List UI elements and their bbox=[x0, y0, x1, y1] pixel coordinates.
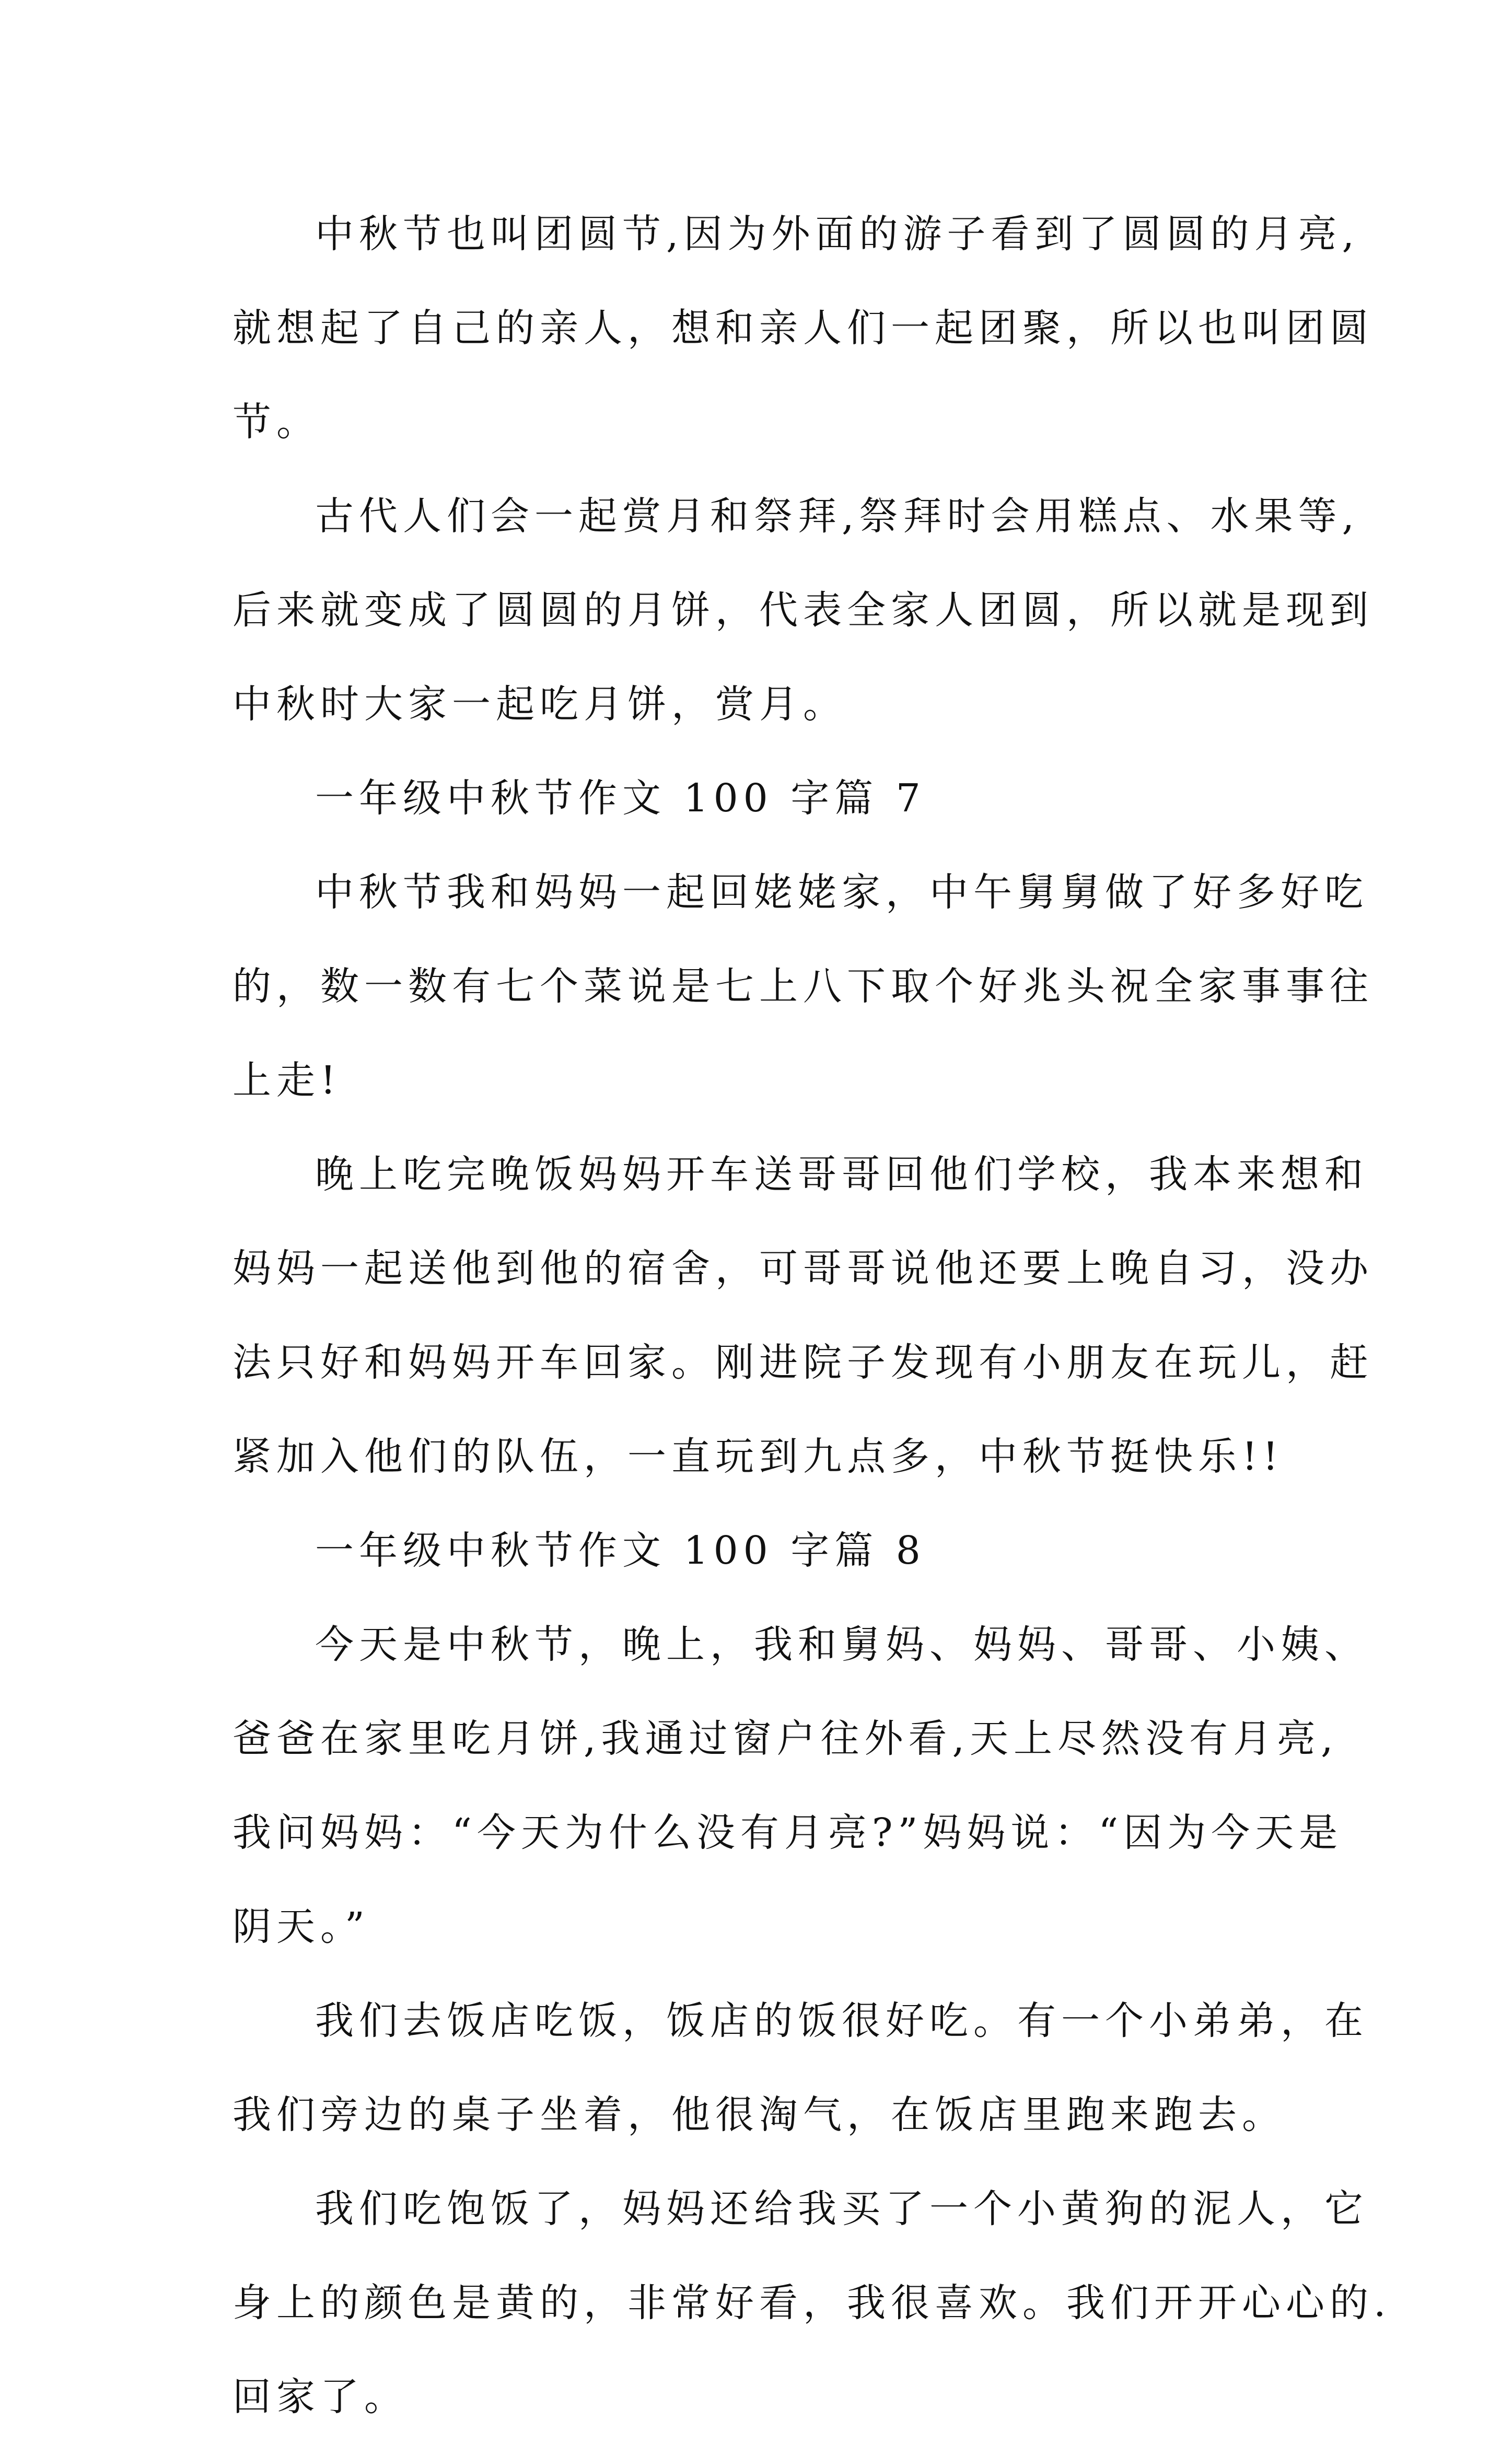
paragraph-line: 我们吃饱饭了，妈妈还给我买了一个小黄狗的泥人，它 bbox=[315, 2186, 1368, 2231]
paragraph-line: 紧加入他们的队伍，一直玩到九点多，中秋节挺快乐!! bbox=[232, 1434, 1284, 1479]
paragraph-line: 阴天。” bbox=[232, 1904, 370, 1949]
paragraph-line: 中秋时大家一起吃月饼，赏月。 bbox=[232, 682, 847, 727]
paragraph-line: 中秋节我和妈妈一起回姥姥家，中午舅舅做了好多好吃 bbox=[315, 870, 1368, 915]
paragraph-line: 古代人们会一起赏月和祭拜,祭拜时会用糕点、水果等, bbox=[315, 494, 1360, 539]
paragraph-line: 我问妈妈：“今天为什么没有月亮?”妈妈说：“因为今天是 bbox=[232, 1810, 1343, 1855]
paragraph-line: 我们去饭店吃饭，饭店的饭很好吃。有一个小弟弟，在 bbox=[315, 1998, 1368, 2043]
paragraph-line: 回家了。 bbox=[232, 2375, 408, 2419]
paragraph-line: 法只好和妈妈开车回家。刚进院子发现有小朋友在玩儿，赶 bbox=[232, 1340, 1374, 1385]
paragraph-line: 晚上吃完晚饭妈妈开车送哥哥回他们学校，我本来想和 bbox=[315, 1152, 1368, 1197]
paragraph-line: 中秋节也叫团圆节,因为外面的游子看到了圆圆的月亮, bbox=[315, 212, 1360, 257]
section-heading: 一年级中秋节作文 100 字篇 7 bbox=[315, 776, 926, 821]
paragraph-line: 我们旁边的桌子坐着，他很淘气，在饭店里跑来跑去。 bbox=[232, 2092, 1286, 2137]
essay-body bbox=[232, 187, 1391, 2444]
paragraph-line: 就想起了自己的亲人，想和亲人们一起团聚，所以也叫团圆 bbox=[232, 306, 1374, 351]
section-heading: 一年级中秋节作文 100 字篇 8 bbox=[315, 1528, 926, 1573]
paragraph-line: 妈妈一起送他到他的宿舍，可哥哥说他还要上晚自习，没办 bbox=[232, 1246, 1374, 1291]
paragraph-line: 爸爸在家里吃月饼,我通过窗户往外看,天上尽然没有月亮, bbox=[232, 1716, 1339, 1761]
paragraph-line: 上走! bbox=[232, 1058, 341, 1103]
paragraph-line: 节。 bbox=[232, 400, 320, 445]
paragraph-line: 身上的颜色是黄的，非常好看，我很喜欢。我们开开心心的. bbox=[232, 2280, 1391, 2325]
paragraph-line: 后来就变成了圆圆的月饼，代表全家人团圆，所以就是现到 bbox=[232, 588, 1374, 633]
paragraph-line: 今天是中秋节，晚上，我和舅妈、妈妈、哥哥、小姨、 bbox=[315, 1622, 1368, 1667]
paragraph-line: 的，数一数有七个菜说是七上八下取个好兆头祝全家事事往 bbox=[232, 964, 1374, 1009]
